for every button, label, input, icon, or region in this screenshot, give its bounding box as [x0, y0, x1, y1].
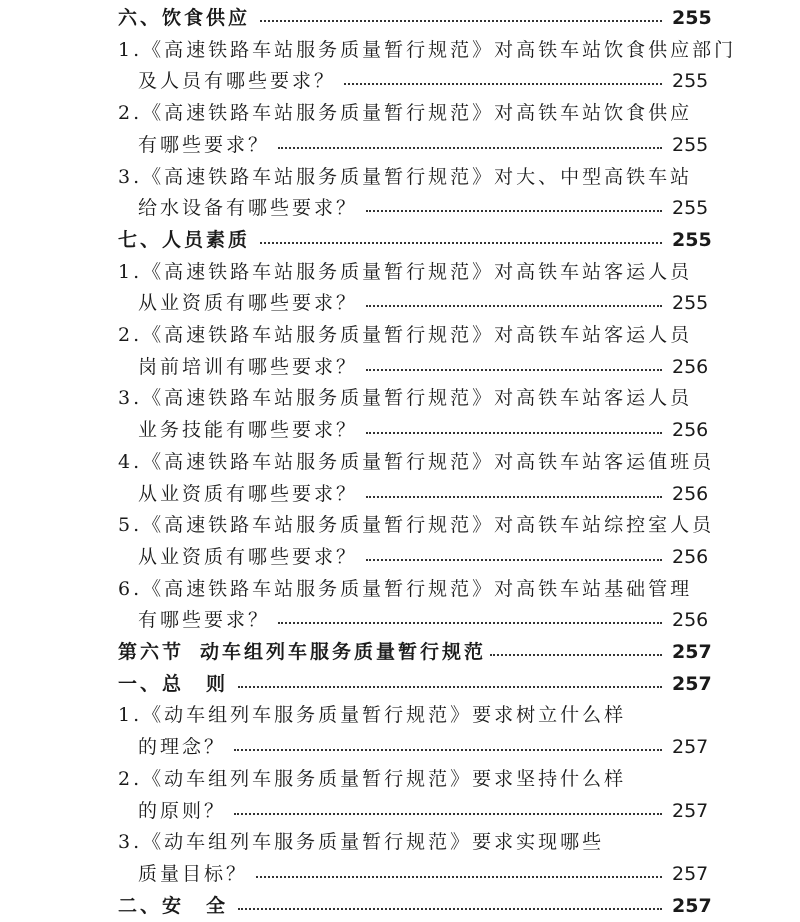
toc-entry-line2-text: 岗前培训有哪些要求？ [138, 355, 359, 378]
toc-entry-line1-text: 2.《高速铁路车站服务质量暂行规范》对高铁车站客运人员 [118, 324, 693, 346]
toc-entry-line1 [0, 319, 800, 351]
section-heading-text: 六、饮食供应 [118, 7, 251, 29]
section-heading [0, 224, 800, 256]
toc-entry-line1-text: 2.《高速铁路车站服务质量暂行规范》对高铁车站饮食供应 [118, 102, 693, 125]
toc-entry-line2-text: 及人员有哪些要求？ [138, 70, 337, 93]
section-heading-text: 一、总 则 [118, 672, 229, 695]
toc-entry-line1-text: 1.《动车组列车服务质量暂行规范》要求树立什么样 [118, 704, 627, 727]
page-number: 255 [672, 70, 709, 93]
toc-entry-line2-text: 业务技能有哪些要求？ [138, 419, 359, 442]
toc-entry-line1 [0, 34, 800, 66]
toc-entry-line1-text: 3.《高速铁路车站服务质量暂行规范》对大、中型高铁车站 [118, 165, 693, 188]
chapter-title: 动车组列车服务质量暂行规范 [200, 641, 487, 663]
leader-dots [260, 242, 662, 244]
page-number: 255 [672, 292, 709, 315]
page-number: 256 [672, 545, 709, 568]
section-heading-text: 七、人员素质 [118, 228, 251, 251]
leader-dots [490, 654, 662, 656]
toc-entry-line2-text: 从业资质有哪些要求？ [138, 482, 359, 505]
toc-entry-line1 [0, 763, 800, 795]
toc-entry-line2 [0, 414, 800, 446]
toc-entry-line2-text: 从业资质有哪些要求？ [138, 545, 359, 568]
toc-entry-line1 [0, 161, 800, 193]
toc-entry-line1-text: 3.《动车组列车服务质量暂行规范》要求实现哪些 [118, 831, 605, 854]
page-number: 256 [672, 355, 709, 378]
leader-dots [366, 559, 662, 561]
page-number: 255 [672, 7, 712, 29]
toc-entry-line2 [0, 351, 800, 383]
toc-entry-line1 [0, 699, 800, 731]
section-heading-text: 二、安 全 [118, 894, 229, 917]
toc-entry-line2 [0, 541, 800, 573]
section-heading [0, 2, 800, 34]
toc-entry-line2 [0, 604, 800, 636]
toc-entry-line2-text: 有哪些要求？ [138, 609, 271, 632]
leader-dots [256, 876, 662, 878]
page-number: 257 [672, 736, 709, 759]
toc-entry-line2 [0, 795, 800, 827]
chapter-label: 第六节 [118, 641, 185, 663]
toc-entry-line1-text: 2.《动车组列车服务质量暂行规范》要求坚持什么样 [118, 767, 627, 790]
toc-entry-line1-text: 1.《高速铁路车站服务质量暂行规范》对高铁车站客运人员 [118, 260, 693, 283]
toc-entry-line1 [0, 256, 800, 288]
toc-entry-line1 [0, 446, 800, 478]
leader-dots [234, 749, 662, 751]
toc-entry-line1 [0, 382, 800, 414]
toc-entry-line2 [0, 287, 800, 319]
toc-entry-line2-text: 有哪些要求？ [138, 133, 271, 156]
toc-entry-line1-text: 6.《高速铁路车站服务质量暂行规范》对高铁车站基础管理 [118, 577, 693, 600]
toc-entry-line2 [0, 192, 800, 224]
leader-dots [366, 305, 662, 307]
toc-entry-line2-text: 质量目标？ [138, 862, 249, 885]
leader-dots [238, 908, 662, 910]
toc-entry-line2 [0, 731, 800, 763]
leader-dots [366, 369, 662, 371]
toc-entry-line2-text: 给水设备有哪些要求？ [138, 197, 359, 220]
toc-entry-line1-text: 5.《高速铁路车站服务质量暂行规范》对高铁车站综控室人员 [118, 514, 715, 537]
page-number: 257 [672, 894, 712, 917]
toc-entry-line1 [0, 826, 800, 858]
toc-entry-line2 [0, 478, 800, 510]
leader-dots [366, 432, 662, 434]
page-number: 255 [672, 133, 709, 156]
chapter-heading [0, 636, 800, 668]
toc-entry-line1 [0, 97, 800, 129]
toc-entry-line1-text: 4.《高速铁路车站服务质量暂行规范》对高铁车站客运值班员 [118, 450, 715, 473]
toc-entry-line2-text: 的原则？ [138, 799, 227, 822]
page-number: 256 [672, 482, 709, 505]
leader-dots [234, 813, 662, 815]
toc-entry-line2 [0, 858, 800, 890]
toc-entry-line1-text: 3.《高速铁路车站服务质量暂行规范》对高铁车站客运人员 [118, 387, 693, 410]
page-number: 257 [672, 862, 709, 885]
leader-dots [344, 83, 662, 85]
leader-dots [366, 210, 662, 212]
leader-dots [278, 147, 662, 149]
page-number: 257 [672, 641, 712, 663]
toc-entry-line1-text: 1.《高速铁路车站服务质量暂行规范》对高铁车站饮食供应部门 [118, 38, 737, 61]
leader-dots [366, 496, 662, 498]
leader-dots [260, 20, 662, 22]
page-number: 257 [672, 672, 712, 695]
toc-entry-line2 [0, 129, 800, 161]
toc-entry-line1 [0, 509, 800, 541]
leader-dots [278, 622, 662, 624]
page-number: 255 [672, 228, 712, 251]
section-heading [0, 890, 800, 922]
toc-entry-line2-text: 从业资质有哪些要求？ [138, 292, 359, 315]
toc-entry-line2 [0, 65, 800, 97]
page-number: 255 [672, 197, 709, 220]
page-number: 256 [672, 419, 709, 442]
section-heading [0, 668, 800, 700]
leader-dots [238, 686, 662, 688]
toc-entry-line1 [0, 573, 800, 605]
page-number: 257 [672, 799, 709, 822]
page-number: 256 [672, 609, 709, 632]
toc-entry-line2-text: 的理念？ [138, 736, 227, 759]
